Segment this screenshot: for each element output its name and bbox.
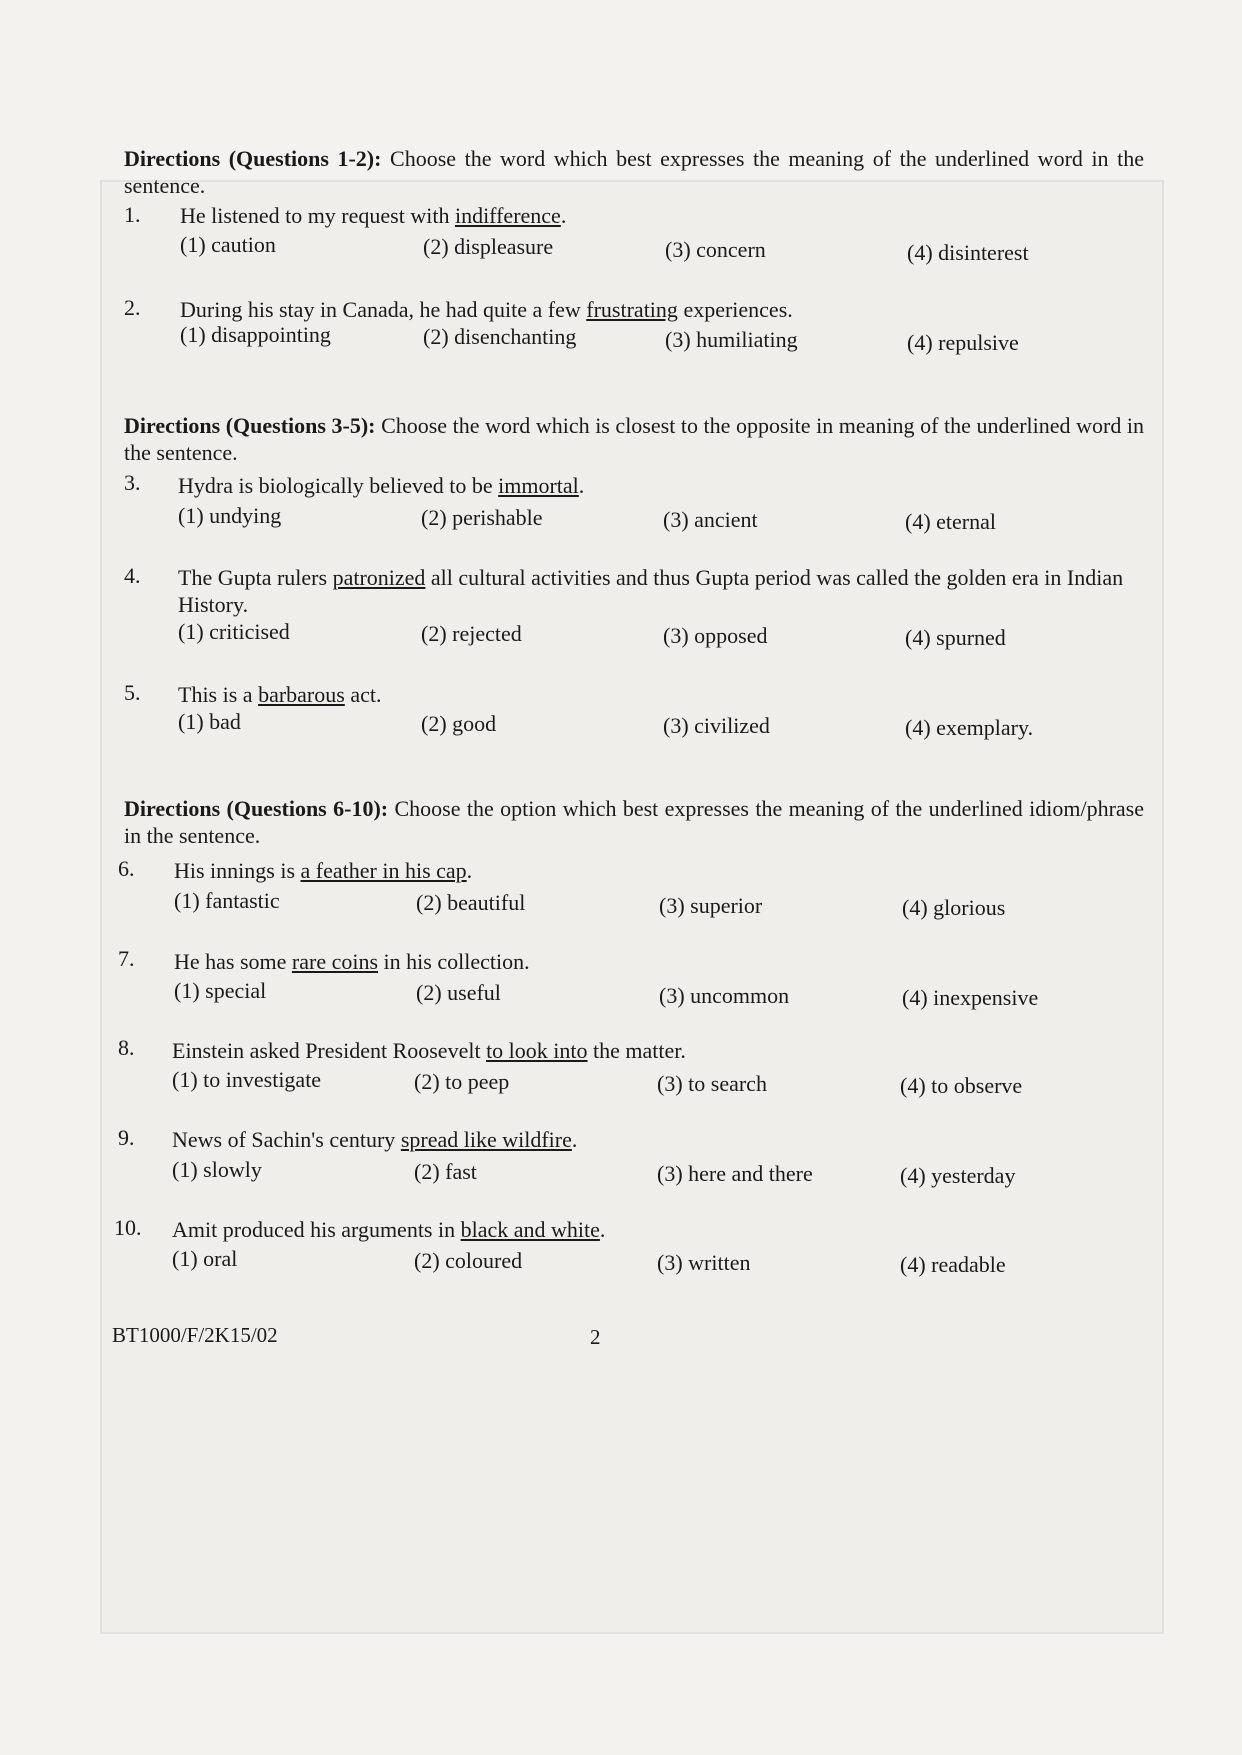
directions-heading: Directions (Questions 1-2):	[124, 146, 382, 171]
underlined-word: to look into	[486, 1038, 588, 1063]
option[interactable]: (3) concern	[665, 237, 766, 262]
underlined-word: barbarous	[258, 682, 345, 707]
question-number: 6.	[118, 856, 135, 881]
directions-3-5	[124, 412, 1144, 466]
option[interactable]: (1) disappointing	[180, 322, 331, 347]
option[interactable]: (1) to investigate	[172, 1067, 322, 1092]
booklet-code: BT1000/F/2K15/02	[112, 1323, 278, 1347]
underlined-word: immortal	[498, 473, 579, 498]
option[interactable]: (1) special	[174, 978, 267, 1003]
directions-6-10	[124, 795, 1144, 849]
option[interactable]: (1) bad	[178, 709, 241, 734]
option[interactable]: (2) beautiful	[416, 890, 526, 915]
underlined-word: frustrating	[586, 297, 678, 322]
question-number: 4.	[124, 563, 141, 588]
option[interactable]: (4) yesterday	[900, 1163, 1016, 1188]
option[interactable]: (2) displeasure	[423, 234, 554, 259]
question-3: Hydra is biologically believed to be immortal.	[178, 473, 585, 498]
option[interactable]: (2) rejected	[421, 621, 522, 646]
option[interactable]: (4) spurned	[905, 625, 1006, 650]
underlined-word: patronized	[332, 565, 426, 590]
question-number: 3.	[124, 470, 141, 495]
question-1: He listened to my request with indifference.	[180, 203, 567, 228]
question-number: 1.	[124, 202, 141, 227]
question-7: He has some rare coins in his collection.	[174, 949, 530, 974]
question-number: 9.	[118, 1125, 135, 1150]
option[interactable]: (1) oral	[172, 1246, 238, 1271]
option[interactable]: (2) disenchanting	[423, 324, 577, 349]
question-number: 8.	[118, 1035, 135, 1060]
option[interactable]: (4) glorious	[902, 895, 1006, 920]
option[interactable]: (2) useful	[416, 980, 501, 1005]
option[interactable]: (2) fast	[414, 1159, 477, 1184]
option[interactable]: (4) readable	[900, 1252, 1006, 1277]
directions-heading: Directions (Questions 3-5):	[124, 413, 376, 438]
option[interactable]: (4) inexpensive	[902, 985, 1039, 1010]
option[interactable]: (3) uncommon	[659, 983, 790, 1008]
underlined-word: indifference	[454, 203, 561, 228]
directions-text: Choose the word which is closest to the opposite in meaning of the underlined word in the sentence.	[124, 413, 1144, 465]
option[interactable]: (3) civilized	[663, 713, 770, 738]
underlined-word: spread like wildfire	[400, 1127, 572, 1152]
option[interactable]: (1) criticised	[178, 619, 290, 644]
option[interactable]: (1) undying	[178, 503, 282, 528]
question-6: His innings is a feather in his cap.	[174, 858, 473, 883]
option[interactable]: (3) to search	[657, 1071, 767, 1096]
question-10: Amit produced his arguments in black and white.	[172, 1217, 606, 1242]
question-number: 2.	[124, 295, 141, 320]
option[interactable]: (3) written	[657, 1250, 751, 1275]
option[interactable]: (3) opposed	[663, 623, 768, 648]
question-4: The Gupta rulers patronized all cultural activities and thus Gupta period was called the golden era in Indian History.	[178, 565, 1124, 617]
option[interactable]: (1) fantastic	[174, 888, 280, 913]
option[interactable]: (3) superior	[659, 893, 763, 918]
option[interactable]: (2) coloured	[414, 1248, 523, 1273]
directions-1-2	[124, 145, 1144, 199]
question-9: News of Sachin's century spread like wildfire.	[172, 1127, 578, 1152]
underlined-word: a feather in his cap	[300, 858, 467, 883]
option[interactable]: (2) to peep	[414, 1069, 510, 1094]
option[interactable]: (3) ancient	[663, 507, 758, 532]
directions-text: Choose the word which best expresses the meaning of the underlined word in the sentence.	[124, 146, 1144, 198]
option[interactable]: (4) disinterest	[907, 240, 1029, 265]
directions-text: Choose the option which best expresses the meaning of the underlined idiom/phrase in the sentence.	[124, 796, 1144, 848]
option[interactable]: (1) caution	[180, 232, 276, 257]
option[interactable]: (4) eternal	[905, 509, 996, 534]
page-number: 2	[590, 1325, 601, 1349]
question-8: Einstein asked President Roosevelt to look into the matter.	[172, 1038, 686, 1063]
question-2: During his stay in Canada, he had quite a few frustrating experiences.	[180, 297, 793, 322]
option[interactable]: (2) good	[421, 711, 497, 736]
option[interactable]: (2) perishable	[421, 505, 543, 530]
option[interactable]: (1) slowly	[172, 1157, 262, 1182]
question-number: 5.	[124, 680, 141, 705]
option[interactable]: (4) repulsive	[907, 330, 1019, 355]
option[interactable]: (3) humiliating	[665, 327, 798, 352]
directions-heading: Directions (Questions 6-10):	[124, 796, 389, 821]
underlined-word: rare coins	[291, 949, 379, 974]
question-number: 7.	[118, 946, 135, 971]
option[interactable]: (4) exemplary.	[905, 715, 1034, 740]
underlined-word: black and white	[460, 1217, 600, 1242]
question-5: This is a barbarous act.	[178, 682, 382, 707]
option[interactable]: (3) here and there	[657, 1161, 813, 1186]
question-number: 10.	[114, 1215, 142, 1240]
option[interactable]: (4) to observe	[900, 1073, 1023, 1098]
